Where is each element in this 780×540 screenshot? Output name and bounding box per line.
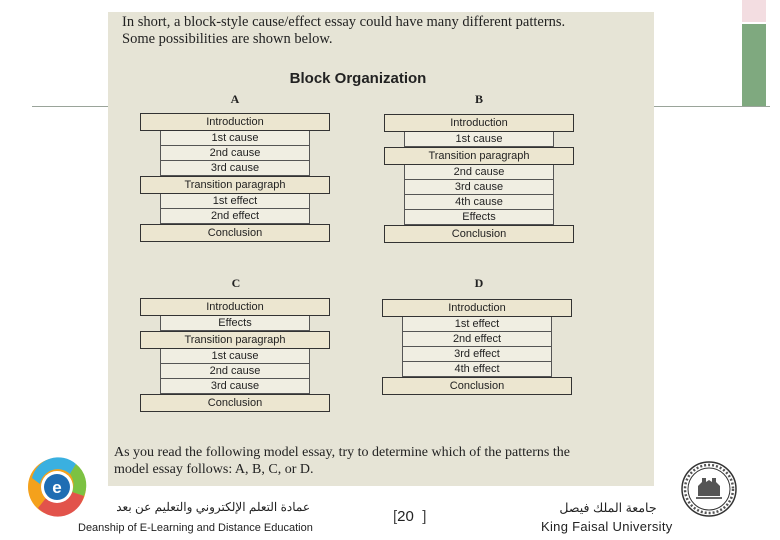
- pattern-c-box-3rd-cause: 3rd cause: [160, 379, 310, 394]
- pattern-b-box-transition: Transition paragraph: [384, 147, 574, 165]
- pattern-b-box-4th-cause: 4th cause: [404, 195, 554, 210]
- pattern-d-letter: D: [474, 276, 484, 290]
- decorative-green-bar: [742, 24, 766, 106]
- pattern-c-box-conclusion: Conclusion: [140, 394, 330, 412]
- pattern-c-letter: C: [231, 276, 241, 290]
- pattern-a-letter: A: [230, 92, 240, 106]
- pattern-c-box-1st-cause: 1st cause: [160, 349, 310, 364]
- university-english-name: King Faisal University: [541, 519, 673, 534]
- pattern-d-box-introduction: Introduction: [382, 299, 572, 317]
- pattern-b-box-introduction: Introduction: [384, 114, 574, 132]
- pattern-d-diagram: [382, 299, 572, 395]
- pattern-d-box-1st-effect: 1st effect: [402, 317, 552, 332]
- pattern-a-box-3rd-cause: 3rd cause: [160, 161, 310, 176]
- pattern-a-box-2nd-effect: 2nd effect: [160, 209, 310, 224]
- e-learning-logo-icon: [26, 456, 88, 518]
- pattern-b-box-1st-cause: 1st cause: [404, 132, 554, 147]
- pattern-c-box-2nd-cause: 2nd cause: [160, 364, 310, 379]
- outro-text: [114, 444, 634, 478]
- pattern-a-box-1st-cause: 1st cause: [160, 131, 310, 146]
- pattern-a-box-transition: Transition paragraph: [140, 176, 330, 194]
- page-number: [20 ]: [393, 508, 427, 525]
- pattern-d-box-2nd-effect: 2nd effect: [402, 332, 552, 347]
- svg-text:e: e: [52, 478, 62, 497]
- pattern-d-box-conclusion: Conclusion: [382, 377, 572, 395]
- pattern-b-letter: B: [474, 92, 483, 106]
- pattern-b-box-3rd-cause: 3rd cause: [404, 180, 554, 195]
- pattern-a-box-2nd-cause: 2nd cause: [160, 146, 310, 161]
- intro-text: [122, 14, 647, 48]
- deanship-arabic-name: عمادة التعلم الإلكتروني والتعليم عن بعد: [116, 500, 310, 514]
- pattern-a-box-1st-effect: 1st effect: [160, 194, 310, 209]
- pattern-c-box-transition: Transition paragraph: [140, 331, 330, 349]
- pattern-b-diagram: [384, 114, 574, 243]
- university-arabic-name: جامعة الملك فيصل: [559, 501, 657, 515]
- pattern-b-box-effects: Effects: [404, 210, 554, 225]
- intro-line-1: In short, a block-style cause/effect essay could have many different patterns.: [122, 14, 566, 30]
- decorative-pink-bar: [742, 0, 766, 22]
- pattern-d-box-3rd-effect: 3rd effect: [402, 347, 552, 362]
- pattern-a-diagram: [140, 113, 330, 242]
- pattern-b-box-2nd-cause: 2nd cause: [404, 165, 554, 180]
- pattern-b-box-conclusion: Conclusion: [384, 225, 574, 243]
- pattern-d-box-4th-effect: 4th effect: [402, 362, 552, 377]
- pattern-c-box-effects: Effects: [160, 316, 310, 331]
- university-seal-icon: [680, 460, 738, 518]
- textbook-scan: [108, 12, 654, 486]
- pattern-a-box-introduction: Introduction: [140, 113, 330, 131]
- pattern-c-diagram: [140, 298, 330, 412]
- pattern-a-box-conclusion: Conclusion: [140, 224, 330, 242]
- page-number-value: 20: [397, 508, 414, 525]
- outro-line-1: As you read the following model essay, try to determine which of the patterns the: [114, 445, 570, 460]
- deanship-english-name: Deanship of E-Learning and Distance Education: [78, 522, 313, 534]
- outro-line-2: model essay follows: A, B, C, or D.: [114, 462, 314, 477]
- block-organization-title: Block Organization: [289, 70, 427, 87]
- pattern-c-box-introduction: Introduction: [140, 298, 330, 316]
- intro-line-2: Some possibilities are shown below.: [122, 31, 333, 47]
